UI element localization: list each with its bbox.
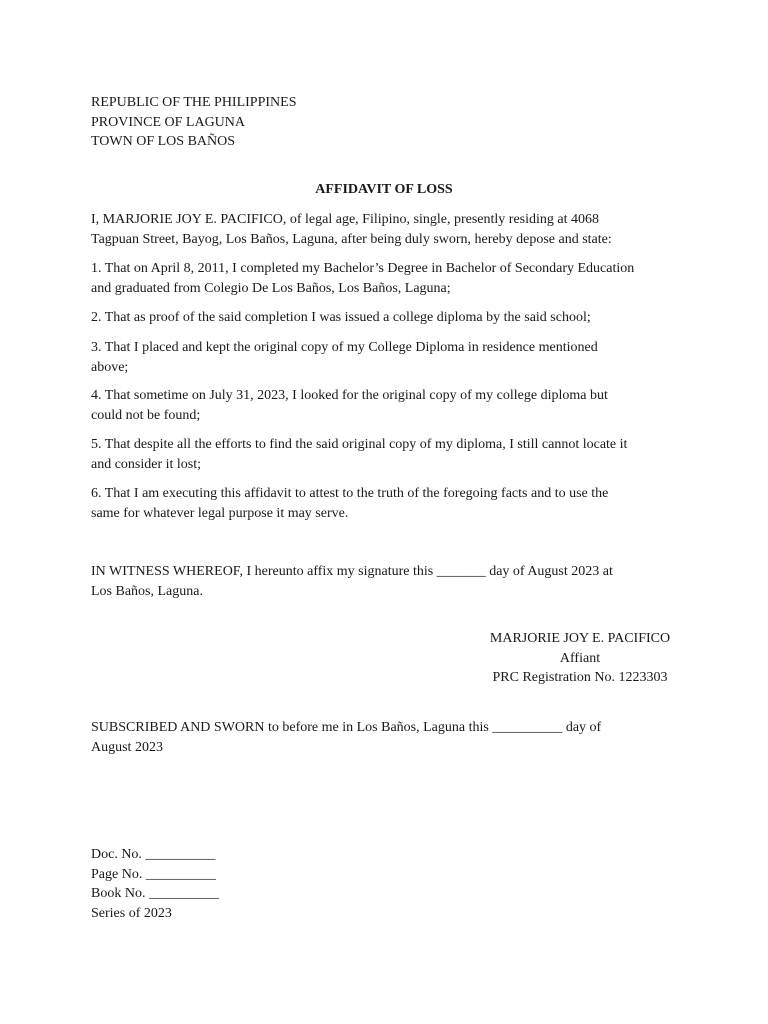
item-3 (91, 338, 681, 377)
signature-block (440, 629, 720, 688)
intro-line: Tagpuan Street, Bayog, Los Baños, Laguna, after being duly sworn, hereby depose and state: (91, 231, 612, 247)
item-1 (91, 259, 681, 298)
affiant-prc: PRC Registration No. 1223303 (492, 670, 668, 685)
item-line: could not be found; (91, 407, 201, 423)
series: Series of 2023 (91, 905, 172, 921)
witness-line: Los Baños, Laguna. (91, 583, 203, 599)
book-no: Book No. __________ (91, 886, 219, 901)
header-town: TOWN OF LOS BAÑOS (91, 134, 236, 149)
affiant-role: Affiant (559, 650, 601, 666)
header-republic: REPUBLIC OF THE PHILIPPINES (91, 95, 297, 110)
item-2 (91, 308, 681, 328)
sworn-paragraph (91, 718, 681, 757)
witness-paragraph (91, 562, 681, 601)
item-line: above; (91, 359, 129, 375)
item-line: 3. That I placed and kept the original copy of my College Diploma in residence mentioned (91, 340, 598, 355)
item-line: 2. That as proof of the said completion I was issued a college diploma by the said school; (91, 310, 591, 325)
witness-line: IN WITNESS WHEREOF, I hereunto affix my signature this _______ day of August 2023 at (91, 564, 613, 579)
item-line: 5. That despite all the efforts to find the said original copy of my diploma, I still cannot locate it (91, 437, 628, 452)
page-no: Page No. __________ (91, 866, 216, 882)
intro-line: I, MARJORIE JOY E. PACIFICO, of legal age, Filipino, single, presently residing at 4068 (91, 212, 599, 227)
item-5 (91, 435, 681, 474)
sworn-line: August 2023 (91, 739, 163, 755)
item-line: and graduated from Colegio De Los Baños, Los Baños, Laguna; (91, 280, 451, 296)
affiant-name: MARJORIE JOY E. PACIFICO (489, 631, 671, 646)
item-line: 6. That I am executing this affidavit to attest to the truth of the foregoing facts and to use the (91, 486, 609, 501)
item-line: same for whatever legal purpose it may serve. (91, 505, 349, 521)
doc-no: Doc. No. __________ (91, 847, 216, 862)
item-4 (91, 386, 681, 425)
document-header (91, 93, 681, 152)
intro-paragraph (91, 210, 681, 249)
item-line: and consider it lost; (91, 456, 202, 472)
item-line: 4. That sometime on July 31, 2023, I looked for the original copy of my college diploma but (91, 388, 608, 403)
item-line: 1. That on April 8, 2011, I completed my Bachelor’s Degree in Bachelor of Secondary Education (91, 261, 635, 276)
item-6 (91, 484, 681, 523)
notarial-register (91, 845, 681, 923)
document-title: AFFIDAVIT OF LOSS (315, 182, 453, 197)
header-province: PROVINCE OF LAGUNA (91, 114, 246, 130)
sworn-line: SUBSCRIBED AND SWORN to before me in Los Baños, Laguna this __________ day of (91, 720, 602, 735)
